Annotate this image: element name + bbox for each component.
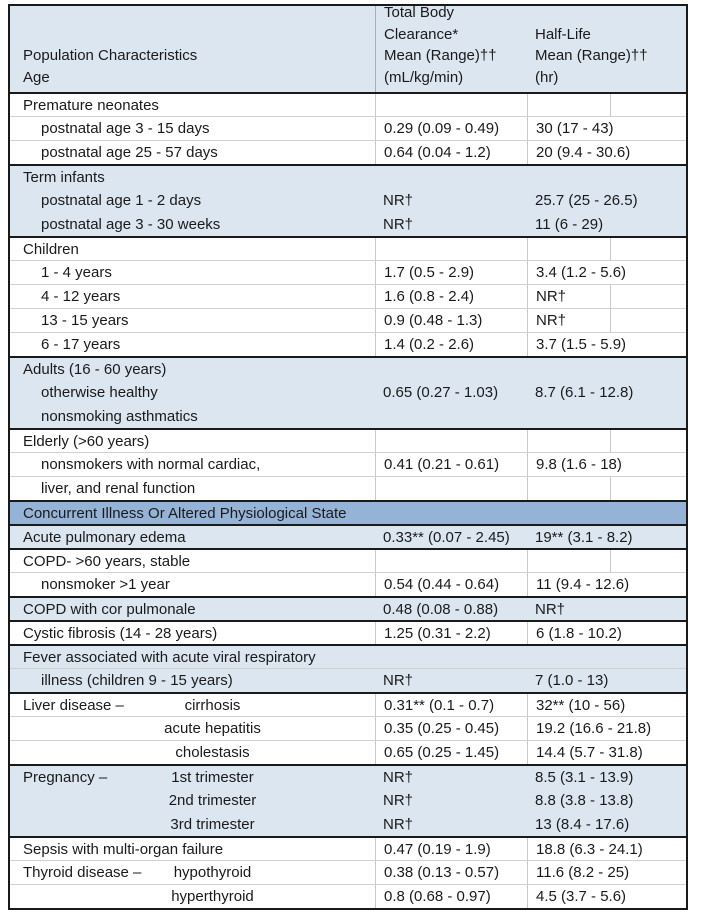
table-row (10, 644, 686, 668)
table-row (10, 596, 686, 620)
clearance-cell: NR† (383, 672, 414, 689)
header-line: Age (23, 68, 50, 86)
population-label: Liver disease – (23, 696, 124, 714)
clearance-cell: 1.7 (0.5 - 2.9) (375, 261, 527, 284)
table-row (10, 860, 686, 884)
population-label-cell (10, 261, 375, 284)
population-label: Adults (16 - 60 years) (23, 360, 167, 378)
table-row (10, 356, 686, 380)
halflife-cell (527, 166, 610, 188)
population-label-cell (10, 861, 375, 884)
population-label-cell (10, 358, 375, 380)
halflife-cell: 30 (17 - 43) (527, 117, 610, 140)
spacer-cell (610, 189, 686, 212)
population-label: Elderly (>60 years) (23, 432, 150, 450)
population-label: liver, and renal function (41, 480, 196, 497)
population-label: Thyroid disease – (23, 864, 142, 881)
halflife-cell: 13 (8.4 - 17.6) (535, 816, 630, 833)
clearance-cell: 0.64 (0.04 - 1.2) (375, 141, 527, 164)
population-sublabel: acute hepatitis (164, 720, 261, 737)
spacer-cell (610, 838, 686, 860)
population-label: postnatal age 3 - 15 days (41, 120, 210, 137)
clearance-cell: 0.38 (0.13 - 0.57) (375, 861, 527, 884)
spacer-cell (610, 526, 686, 548)
population-label: Children (23, 240, 79, 258)
population-label-cell (10, 430, 375, 452)
table-row (10, 164, 686, 188)
header-line: Mean (Range)†† (384, 47, 497, 64)
table-row (10, 620, 686, 644)
clearance-cell (375, 358, 527, 380)
spacer-cell (610, 166, 686, 188)
spacer-cell (610, 94, 686, 116)
header-line: Clearance* (384, 25, 459, 43)
halflife-cell: NR† (527, 309, 610, 332)
halflife-cell (527, 550, 610, 572)
table-row (10, 524, 686, 548)
halflife-cell: 8.7 (6.1 - 12.8) (535, 384, 634, 401)
header-line: Mean (Range)†† (535, 47, 648, 64)
clearance-cell: 0.8 (0.68 - 0.97) (375, 885, 527, 908)
population-label: 13 - 15 years (41, 312, 129, 329)
halflife-cell: NR† (527, 285, 610, 308)
population-label: otherwise healthy (41, 384, 158, 401)
table-row (10, 764, 686, 788)
clearance-cell: 0.41 (0.21 - 0.61) (375, 453, 527, 476)
population-label-cell (10, 213, 375, 236)
population-label-cell (10, 550, 375, 572)
table-row (10, 788, 686, 812)
clearance-cell: 0.9 (0.48 - 1.3) (375, 309, 527, 332)
table-row (10, 812, 686, 836)
pharmacokinetics-table (8, 4, 688, 910)
halflife-cell (527, 358, 610, 380)
population-label-cell (10, 141, 375, 164)
population-sublabel: 1st trimester (171, 768, 254, 786)
population-label: postnatal age 3 - 30 weeks (41, 216, 221, 233)
table-row (10, 92, 686, 116)
spacer-cell (610, 885, 686, 908)
population-label-cell (10, 741, 375, 764)
clearance-cell (375, 550, 527, 572)
halflife-cell: 11 (9.4 - 12.6) (527, 573, 610, 596)
spacer-cell (610, 333, 686, 356)
spacer-cell (610, 741, 686, 764)
header-line: Total Body (384, 4, 455, 21)
population-label-cell (10, 166, 375, 188)
table-row (10, 668, 686, 692)
spacer-cell (610, 261, 686, 284)
clearance-cell: 0.35 (0.25 - 0.45) (375, 717, 527, 740)
population-label-cell (10, 189, 375, 212)
halflife-cell: 3.4 (1.2 - 5.6) (527, 261, 610, 284)
population-sublabel: 2nd trimester (168, 792, 257, 809)
population-label-cell (10, 94, 375, 116)
clearance-cell: NR† (383, 816, 414, 833)
clearance-cell: 1.4 (0.2 - 2.6) (375, 333, 527, 356)
clearance-cell: 0.65 (0.27 - 1.03) (383, 384, 499, 401)
table-row (10, 236, 686, 260)
population-sublabel: hyperthyroid (171, 888, 254, 905)
table-row (10, 836, 686, 860)
spacer-cell (610, 430, 686, 452)
clearance-cell: 0.47 (0.19 - 1.9) (375, 838, 527, 860)
table-row (10, 428, 686, 452)
halflife-cell (527, 94, 610, 116)
spacer-cell (610, 766, 686, 788)
table-row (10, 476, 686, 500)
spacer-cell (610, 550, 686, 572)
population-label-cell (10, 117, 375, 140)
halflife-cell: 11.6 (8.2 - 25) (527, 861, 610, 884)
halflife-cell: NR† (535, 600, 566, 618)
halflife-cell: 14.4 (5.7 - 31.8) (527, 741, 610, 764)
population-label-cell (10, 453, 375, 476)
population-label: 1 - 4 years (41, 264, 112, 281)
population-label-cell (10, 573, 375, 596)
population-label-cell (10, 381, 375, 404)
spacer-cell (610, 598, 686, 620)
population-label-cell (10, 669, 375, 692)
header-half-life (527, 6, 648, 92)
population-sublabel: hypothyroid (173, 864, 252, 881)
population-label-cell (10, 333, 375, 356)
clearance-cell: NR† (383, 792, 414, 809)
table-row (10, 332, 686, 356)
population-label-cell (10, 309, 375, 332)
spacer-cell (610, 141, 686, 164)
halflife-cell: 4.5 (3.7 - 5.6) (527, 885, 610, 908)
spacer-cell (610, 381, 686, 404)
population-label-cell (10, 646, 375, 668)
population-label-cell (10, 838, 375, 860)
table-row (10, 404, 686, 428)
clearance-cell (375, 646, 527, 668)
table-body (10, 92, 686, 908)
spacer-cell (610, 405, 686, 428)
population-label-cell (10, 717, 375, 740)
table-row (10, 740, 686, 764)
population-label-cell (10, 766, 375, 788)
halflife-cell: 20 (9.4 - 30.6) (527, 141, 610, 164)
clearance-cell: 0.31** (0.1 - 0.7) (375, 694, 527, 716)
spacer-cell (610, 285, 686, 308)
clearance-cell: 0.65 (0.25 - 1.45) (375, 741, 527, 764)
halflife-cell: 6 (1.8 - 10.2) (527, 622, 610, 644)
spacer-cell (610, 477, 686, 500)
clearance-cell: NR† (383, 192, 414, 209)
clearance-cell (375, 477, 527, 500)
spacer-cell (610, 453, 686, 476)
population-label: nonsmoker >1 year (41, 576, 170, 593)
population-sublabel: cirrhosis (184, 696, 241, 714)
population-label-cell (10, 598, 375, 620)
population-label-cell (10, 238, 375, 260)
population-label-cell (10, 622, 375, 644)
halflife-cell: 9.8 (1.6 - 18) (527, 453, 610, 476)
spacer-cell (610, 309, 686, 332)
table-row (10, 380, 686, 404)
header-line: (mL/kg/min) (384, 68, 464, 86)
population-label: 4 - 12 years (41, 288, 121, 305)
population-label: illness (children 9 - 15 years) (41, 672, 233, 689)
clearance-cell: 0.48 (0.08 - 0.88) (383, 600, 499, 618)
population-label: Fever associated with acute viral respiratory (23, 648, 316, 666)
population-label: postnatal age 1 - 2 days (41, 192, 202, 209)
population-label: postnatal age 25 - 57 days (41, 144, 218, 161)
header-population-characteristics-age (10, 6, 375, 92)
table-row (10, 188, 686, 212)
population-label-cell (10, 526, 375, 548)
header-total-body-clearance (375, 6, 527, 92)
table-row (10, 572, 686, 596)
clearance-cell: 0.33** (0.07 - 2.45) (383, 528, 510, 546)
halflife-cell: 8.8 (3.8 - 13.8) (535, 792, 634, 809)
population-label: Sepsis with multi-organ failure (23, 840, 224, 858)
halflife-cell: 18.8 (6.3 - 24.1) (527, 838, 610, 860)
header-line: Half-Life (535, 25, 591, 43)
table-row (10, 452, 686, 476)
spacer-cell (610, 622, 686, 644)
population-label-cell (10, 694, 375, 716)
halflife-cell (527, 405, 610, 428)
table-row (10, 716, 686, 740)
population-label-cell (10, 789, 375, 812)
population-label: Acute pulmonary edema (23, 528, 186, 546)
population-sublabel: 3rd trimester (170, 816, 255, 833)
clearance-cell (375, 405, 527, 428)
population-label-cell (10, 405, 375, 428)
halflife-cell: 25.7 (25 - 26.5) (535, 192, 638, 209)
population-label: COPD- >60 years, stable (23, 552, 191, 570)
clearance-cell (375, 94, 527, 116)
population-label: Term infants (23, 168, 105, 186)
halflife-cell: 32** (10 - 56) (527, 694, 610, 716)
population-label: Premature neonates (23, 96, 159, 114)
halflife-cell (527, 430, 610, 452)
spacer-cell (610, 694, 686, 716)
halflife-cell: 3.7 (1.5 - 5.9) (527, 333, 610, 356)
halflife-cell (527, 646, 610, 668)
clearance-cell: NR† (383, 768, 414, 786)
header-line: (hr) (535, 68, 559, 86)
clearance-cell: 1.25 (0.31 - 2.2) (375, 622, 527, 644)
table-row (10, 116, 686, 140)
table-row (10, 548, 686, 572)
clearance-cell: NR† (383, 216, 414, 233)
population-label-cell (10, 285, 375, 308)
halflife-cell (527, 477, 610, 500)
section-band-concurrent-illness: Concurrent Illness Or Altered Physiological State (10, 500, 686, 524)
table-row (10, 284, 686, 308)
population-label-cell (10, 885, 375, 908)
population-sublabel: cholestasis (175, 744, 250, 761)
spacer-cell (610, 213, 686, 236)
spacer-cell (610, 861, 686, 884)
table-row (10, 308, 686, 332)
clearance-cell (375, 166, 527, 188)
spacer-cell (610, 646, 686, 668)
population-label: nonsmokers with normal cardiac, (41, 456, 261, 473)
table-row (10, 212, 686, 236)
population-label: Cystic fibrosis (14 - 28 years) (23, 624, 218, 642)
table-row (10, 884, 686, 908)
clearance-cell (375, 238, 527, 260)
spacer-cell (610, 573, 686, 596)
spacer-cell (610, 813, 686, 836)
halflife-cell: 7 (1.0 - 13) (535, 672, 609, 689)
spacer-cell (610, 358, 686, 380)
header-spacer-column (610, 6, 686, 92)
halflife-cell (527, 238, 610, 260)
population-label: nonsmoking asthmatics (41, 408, 198, 425)
table-header-row (10, 6, 686, 92)
clearance-cell: 0.54 (0.44 - 0.64) (375, 573, 527, 596)
spacer-cell (610, 717, 686, 740)
table-row (10, 260, 686, 284)
clearance-cell (375, 430, 527, 452)
header-line: Population Characteristics (23, 47, 198, 64)
clearance-cell: 0.29 (0.09 - 0.49) (375, 117, 527, 140)
halflife-cell: 19.2 (16.6 - 21.8) (527, 717, 610, 740)
table-row (10, 140, 686, 164)
spacer-cell (610, 789, 686, 812)
spacer-cell (610, 117, 686, 140)
table-row (10, 692, 686, 716)
clearance-cell: 1.6 (0.8 - 2.4) (375, 285, 527, 308)
spacer-cell (610, 238, 686, 260)
halflife-cell: 19** (3.1 - 8.2) (535, 528, 633, 546)
population-label: 6 - 17 years (41, 336, 121, 353)
spacer-cell (610, 669, 686, 692)
population-label: COPD with cor pulmonale (23, 600, 196, 618)
population-label: Pregnancy – (23, 768, 108, 786)
halflife-cell: 8.5 (3.1 - 13.9) (535, 768, 634, 786)
population-label-cell (10, 813, 375, 836)
halflife-cell: 11 (6 - 29) (535, 216, 604, 233)
population-label-cell (10, 477, 375, 500)
